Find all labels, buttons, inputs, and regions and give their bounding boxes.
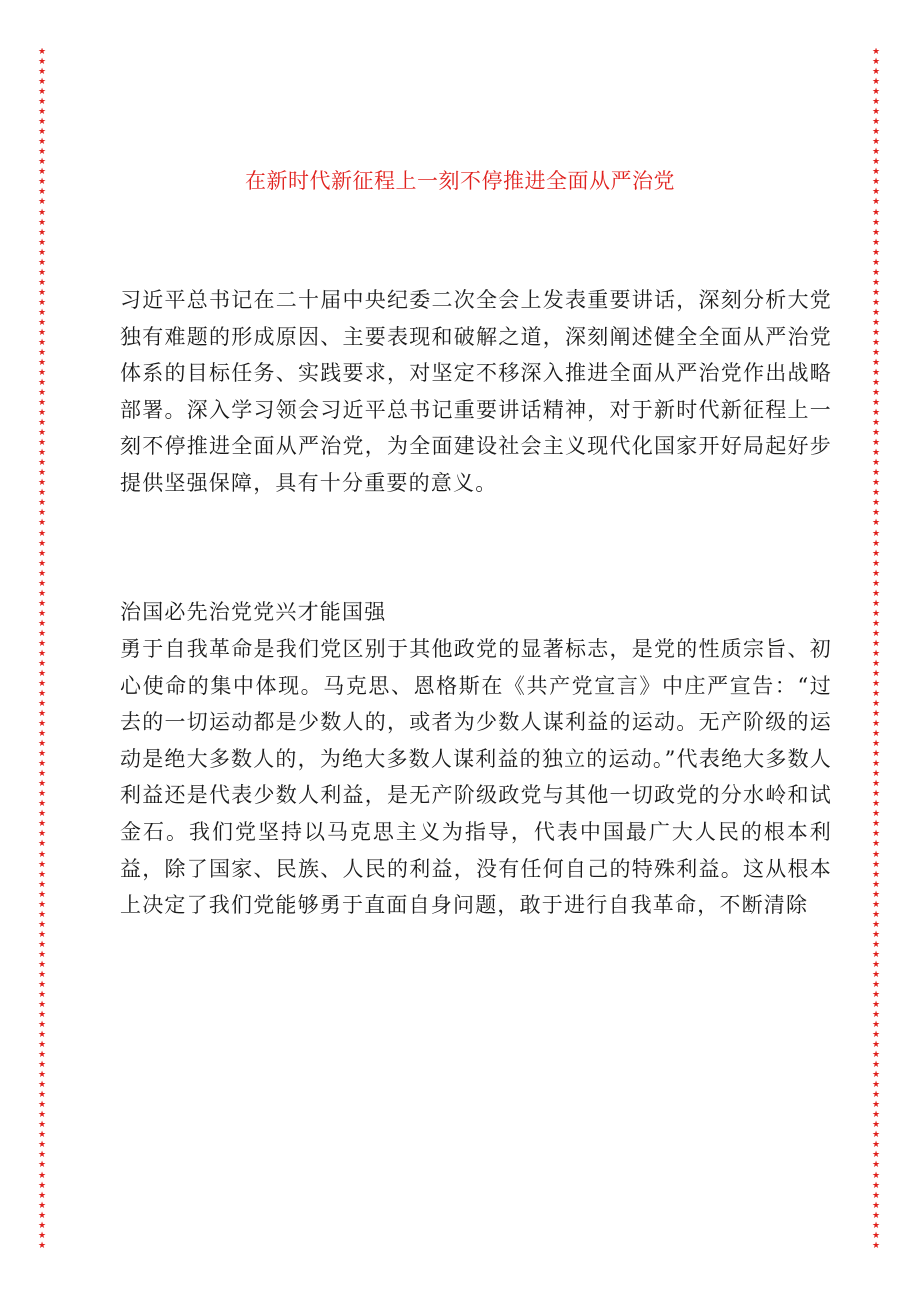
star-icon: ★ [37, 839, 47, 850]
star-icon: ★ [37, 388, 47, 399]
star-icon: ★ [37, 819, 47, 830]
star-icon: ★ [871, 197, 881, 208]
star-icon: ★ [871, 869, 881, 880]
star-icon: ★ [37, 618, 47, 629]
star-icon: ★ [37, 668, 47, 679]
star-icon: ★ [37, 277, 47, 288]
star-icon: ★ [37, 1210, 47, 1221]
star-icon: ★ [871, 658, 881, 669]
star-icon: ★ [871, 357, 881, 368]
star-icon: ★ [871, 839, 881, 850]
star-icon: ★ [871, 327, 881, 338]
star-icon: ★ [871, 638, 881, 649]
star-icon: ★ [871, 1150, 881, 1161]
star-icon: ★ [37, 1060, 47, 1071]
star-icon: ★ [871, 237, 881, 248]
star-icon: ★ [871, 297, 881, 308]
star-icon: ★ [37, 658, 47, 669]
star-icon: ★ [37, 578, 47, 589]
star-icon: ★ [871, 398, 881, 409]
star-icon: ★ [37, 107, 47, 118]
star-icon: ★ [37, 1120, 47, 1131]
star-icon: ★ [37, 488, 47, 499]
star-icon: ★ [37, 528, 47, 539]
star-icon: ★ [871, 207, 881, 218]
star-icon: ★ [37, 699, 47, 710]
star-icon: ★ [37, 799, 47, 810]
star-icon: ★ [871, 1170, 881, 1181]
star-icon: ★ [871, 1020, 881, 1031]
star-icon: ★ [871, 458, 881, 469]
star-icon: ★ [37, 478, 47, 489]
star-icon: ★ [37, 508, 47, 519]
star-icon: ★ [871, 889, 881, 900]
star-icon: ★ [871, 899, 881, 910]
star-icon: ★ [871, 57, 881, 68]
star-icon: ★ [37, 117, 47, 128]
star-icon: ★ [871, 678, 881, 689]
star-icon: ★ [871, 799, 881, 810]
star-icon: ★ [871, 709, 881, 720]
star-icon: ★ [871, 618, 881, 629]
star-icon: ★ [871, 1070, 881, 1081]
star-icon: ★ [37, 468, 47, 479]
star-icon: ★ [37, 638, 47, 649]
star-icon: ★ [37, 1190, 47, 1201]
star-icon: ★ [871, 859, 881, 870]
star-icon: ★ [37, 1150, 47, 1161]
star-icon: ★ [37, 678, 47, 689]
star-icon: ★ [871, 267, 881, 278]
star-icon: ★ [37, 809, 47, 820]
star-icon: ★ [871, 829, 881, 840]
star-icon: ★ [37, 137, 47, 148]
star-icon: ★ [37, 1090, 47, 1101]
star-icon: ★ [37, 237, 47, 248]
star-icon: ★ [871, 187, 881, 198]
star-icon: ★ [871, 598, 881, 609]
star-icon: ★ [871, 378, 881, 389]
paragraph-body: 勇于自我革命是我们党区别于其他政党的显著标志，是党的性质宗旨、初心使命的集中体现。马克思、恩格斯在《共产党宣言》中庄严宣告：“过去的一切运动都是少数人的，或者为少数人谋利益的运动。无产阶级的运动是绝大多数人的，为绝大多数人谋利益的独立的运动。”代表绝大多数人利益还是代表少数人利益，是无产阶级政党与其他一切政党的分水岭和试金石。我们党坚持以马克思主义为指导，代表中国最广大人民的根本利益，除了国家、民族、人民的利益，没有任何自己的特殊利益。这从根本上决定了我们党能够勇于直面自身问题，敢于进行自我革命，不断清除 [120, 637, 832, 918]
star-icon: ★ [37, 739, 47, 750]
star-icon: ★ [37, 157, 47, 168]
star-icon: ★ [37, 869, 47, 880]
star-icon: ★ [871, 67, 881, 78]
star-icon: ★ [37, 929, 47, 940]
star-icon: ★ [37, 1230, 47, 1241]
star-icon: ★ [871, 1120, 881, 1131]
star-icon: ★ [37, 989, 47, 1000]
star-icon: ★ [37, 347, 47, 358]
star-icon: ★ [37, 1200, 47, 1211]
star-icon: ★ [871, 1200, 881, 1211]
star-icon: ★ [871, 518, 881, 529]
star-icon: ★ [37, 287, 47, 298]
star-icon: ★ [37, 1140, 47, 1151]
star-icon: ★ [871, 578, 881, 589]
star-icon: ★ [871, 388, 881, 399]
star-icon: ★ [37, 759, 47, 770]
star-icon: ★ [37, 558, 47, 569]
star-icon: ★ [871, 919, 881, 930]
star-icon: ★ [871, 277, 881, 288]
star-icon: ★ [871, 558, 881, 569]
star-icon: ★ [37, 1040, 47, 1051]
star-icon: ★ [37, 87, 47, 98]
star-icon: ★ [37, 127, 47, 138]
star-icon: ★ [871, 779, 881, 790]
star-icon: ★ [37, 448, 47, 459]
document-title: 在新时代新征程上一刻不停推进全面从严治党 [245, 169, 675, 193]
star-icon: ★ [37, 227, 47, 238]
star-icon: ★ [37, 959, 47, 970]
star-icon: ★ [871, 1060, 881, 1071]
star-icon: ★ [871, 1220, 881, 1231]
star-icon: ★ [871, 739, 881, 750]
star-icon: ★ [871, 1180, 881, 1191]
star-icon: ★ [37, 899, 47, 910]
star-icon: ★ [871, 1240, 881, 1251]
star-icon: ★ [871, 999, 881, 1010]
star-icon: ★ [871, 77, 881, 88]
star-icon: ★ [871, 628, 881, 639]
star-icon: ★ [871, 809, 881, 820]
star-icon: ★ [871, 769, 881, 780]
star-icon: ★ [37, 1010, 47, 1020]
star-icon: ★ [871, 147, 881, 158]
star-icon: ★ [37, 999, 47, 1010]
star-icon: ★ [37, 77, 47, 88]
star-icon: ★ [871, 989, 881, 1000]
star-icon: ★ [37, 1110, 47, 1121]
star-icon: ★ [871, 137, 881, 148]
star-icon: ★ [871, 418, 881, 429]
star-icon: ★ [871, 428, 881, 439]
star-icon: ★ [37, 608, 47, 619]
star-icon: ★ [37, 48, 47, 57]
star-icon: ★ [871, 227, 881, 238]
star-icon: ★ [37, 648, 47, 659]
star-icon: ★ [37, 949, 47, 960]
star-icon: ★ [871, 1090, 881, 1101]
star-icon: ★ [871, 1230, 881, 1241]
star-icon: ★ [37, 1030, 47, 1041]
star-icon: ★ [871, 538, 881, 549]
star-icon: ★ [871, 87, 881, 98]
star-icon: ★ [871, 939, 881, 950]
star-icon: ★ [37, 177, 47, 188]
star-icon: ★ [871, 408, 881, 419]
star-icon: ★ [37, 337, 47, 348]
star-icon: ★ [37, 1220, 47, 1231]
star-icon: ★ [871, 1190, 881, 1201]
star-icon: ★ [871, 257, 881, 268]
star-icon: ★ [871, 668, 881, 679]
star-icon: ★ [871, 719, 881, 730]
star-icon: ★ [37, 368, 47, 378]
star-icon: ★ [37, 1080, 47, 1091]
star-icon: ★ [37, 1240, 47, 1251]
star-icon: ★ [37, 709, 47, 720]
star-icon: ★ [37, 147, 47, 158]
star-icon: ★ [37, 187, 47, 198]
star-icon: ★ [871, 508, 881, 519]
star-icon: ★ [37, 197, 47, 208]
star-icon: ★ [37, 518, 47, 529]
star-icon: ★ [871, 588, 881, 599]
star-icon: ★ [37, 598, 47, 609]
star-icon: ★ [37, 859, 47, 870]
star-icon: ★ [871, 498, 881, 509]
star-icon: ★ [37, 458, 47, 469]
left-star-border [36, 48, 48, 1252]
star-icon: ★ [871, 1140, 881, 1151]
star-icon: ★ [871, 849, 881, 860]
star-icon: ★ [37, 1130, 47, 1141]
star-icon: ★ [37, 588, 47, 599]
star-icon: ★ [871, 157, 881, 168]
star-icon: ★ [871, 879, 881, 890]
star-icon: ★ [37, 1020, 47, 1031]
star-icon: ★ [871, 347, 881, 358]
star-icon: ★ [37, 628, 47, 639]
star-icon: ★ [871, 1050, 881, 1061]
star-icon: ★ [871, 97, 881, 108]
star-icon: ★ [871, 1160, 881, 1171]
star-icon: ★ [871, 749, 881, 760]
star-icon: ★ [37, 408, 47, 419]
star-icon: ★ [37, 1050, 47, 1061]
star-icon: ★ [871, 317, 881, 328]
star-icon: ★ [871, 48, 881, 57]
star-icon: ★ [37, 297, 47, 308]
star-icon: ★ [871, 478, 881, 489]
star-icon: ★ [871, 1130, 881, 1141]
star-icon: ★ [871, 949, 881, 960]
star-icon: ★ [37, 749, 47, 760]
star-icon: ★ [871, 167, 881, 178]
star-icon: ★ [37, 769, 47, 780]
star-icon: ★ [37, 1170, 47, 1181]
star-icon: ★ [37, 729, 47, 740]
star-icon: ★ [37, 97, 47, 108]
star-icon: ★ [37, 1180, 47, 1191]
star-icon: ★ [37, 257, 47, 268]
star-icon: ★ [871, 247, 881, 258]
star-icon: ★ [37, 398, 47, 409]
star-icon: ★ [871, 979, 881, 990]
star-icon: ★ [37, 719, 47, 730]
star-icon: ★ [37, 1160, 47, 1171]
right-star-border [870, 48, 882, 1252]
star-icon: ★ [37, 357, 47, 368]
star-icon: ★ [871, 608, 881, 619]
star-icon: ★ [871, 1110, 881, 1121]
star-icon: ★ [37, 217, 47, 228]
star-icon: ★ [37, 789, 47, 800]
star-icon: ★ [871, 568, 881, 579]
star-icon: ★ [37, 378, 47, 389]
star-icon: ★ [37, 57, 47, 68]
star-icon: ★ [37, 428, 47, 439]
star-icon: ★ [37, 879, 47, 890]
star-icon: ★ [871, 1010, 881, 1020]
star-icon: ★ [37, 167, 47, 178]
star-icon: ★ [871, 959, 881, 970]
star-icon: ★ [871, 548, 881, 559]
star-icon: ★ [871, 307, 881, 318]
star-icon: ★ [37, 317, 47, 328]
star-icon: ★ [37, 979, 47, 990]
star-icon: ★ [871, 699, 881, 710]
star-icon: ★ [37, 438, 47, 449]
star-icon: ★ [871, 1210, 881, 1221]
star-icon: ★ [37, 1070, 47, 1081]
star-icon: ★ [871, 177, 881, 188]
star-icon: ★ [37, 548, 47, 559]
star-icon: ★ [37, 849, 47, 860]
paragraph-intro: 习近平总书记在二十届中央纪委二次全会上发表重要讲话，深刻分析大党独有难题的形成原因、主要表现和破解之道，深刻阐述健全全面从严治党体系的目标任务、实践要求，对坚定不移深入推进全面从严治党作出战略部署。深入学习领会习近平总书记重要讲话精神，对于新时代新征程上一刻不停推进全面从严治党，为全面建设社会主义现代化国家开好局起好步提供坚强保障，具有十分重要的意义。 [120, 288, 832, 495]
star-icon: ★ [871, 819, 881, 830]
star-icon: ★ [871, 127, 881, 138]
star-icon: ★ [871, 217, 881, 228]
star-icon: ★ [37, 829, 47, 840]
star-icon: ★ [37, 1100, 47, 1111]
star-icon: ★ [37, 939, 47, 950]
star-icon: ★ [37, 247, 47, 258]
star-icon: ★ [871, 1100, 881, 1111]
star-icon: ★ [871, 468, 881, 479]
star-icon: ★ [37, 67, 47, 78]
star-icon: ★ [37, 689, 47, 699]
star-icon: ★ [37, 267, 47, 278]
star-icon: ★ [871, 448, 881, 459]
section-heading: 治国必先治党党兴才能国强 [120, 600, 387, 624]
star-icon: ★ [37, 568, 47, 579]
star-icon: ★ [871, 1080, 881, 1091]
star-icon: ★ [871, 438, 881, 449]
star-icon: ★ [37, 307, 47, 318]
star-icon: ★ [871, 789, 881, 800]
star-icon: ★ [37, 498, 47, 509]
star-icon: ★ [871, 107, 881, 118]
star-icon: ★ [37, 909, 47, 920]
star-icon: ★ [37, 207, 47, 218]
star-icon: ★ [871, 1030, 881, 1041]
star-icon: ★ [871, 759, 881, 770]
star-icon: ★ [37, 889, 47, 900]
star-icon: ★ [871, 1040, 881, 1051]
star-icon: ★ [871, 368, 881, 378]
star-icon: ★ [871, 648, 881, 659]
star-icon: ★ [871, 729, 881, 740]
star-icon: ★ [871, 929, 881, 940]
star-icon: ★ [37, 919, 47, 930]
star-icon: ★ [871, 689, 881, 699]
star-icon: ★ [871, 488, 881, 499]
star-icon: ★ [871, 528, 881, 539]
star-icon: ★ [37, 538, 47, 549]
star-icon: ★ [871, 287, 881, 298]
star-icon: ★ [871, 337, 881, 348]
star-icon: ★ [871, 909, 881, 920]
star-icon: ★ [37, 327, 47, 338]
star-icon: ★ [871, 969, 881, 980]
star-icon: ★ [37, 779, 47, 790]
star-icon: ★ [871, 117, 881, 128]
star-icon: ★ [37, 969, 47, 980]
star-icon: ★ [37, 418, 47, 429]
